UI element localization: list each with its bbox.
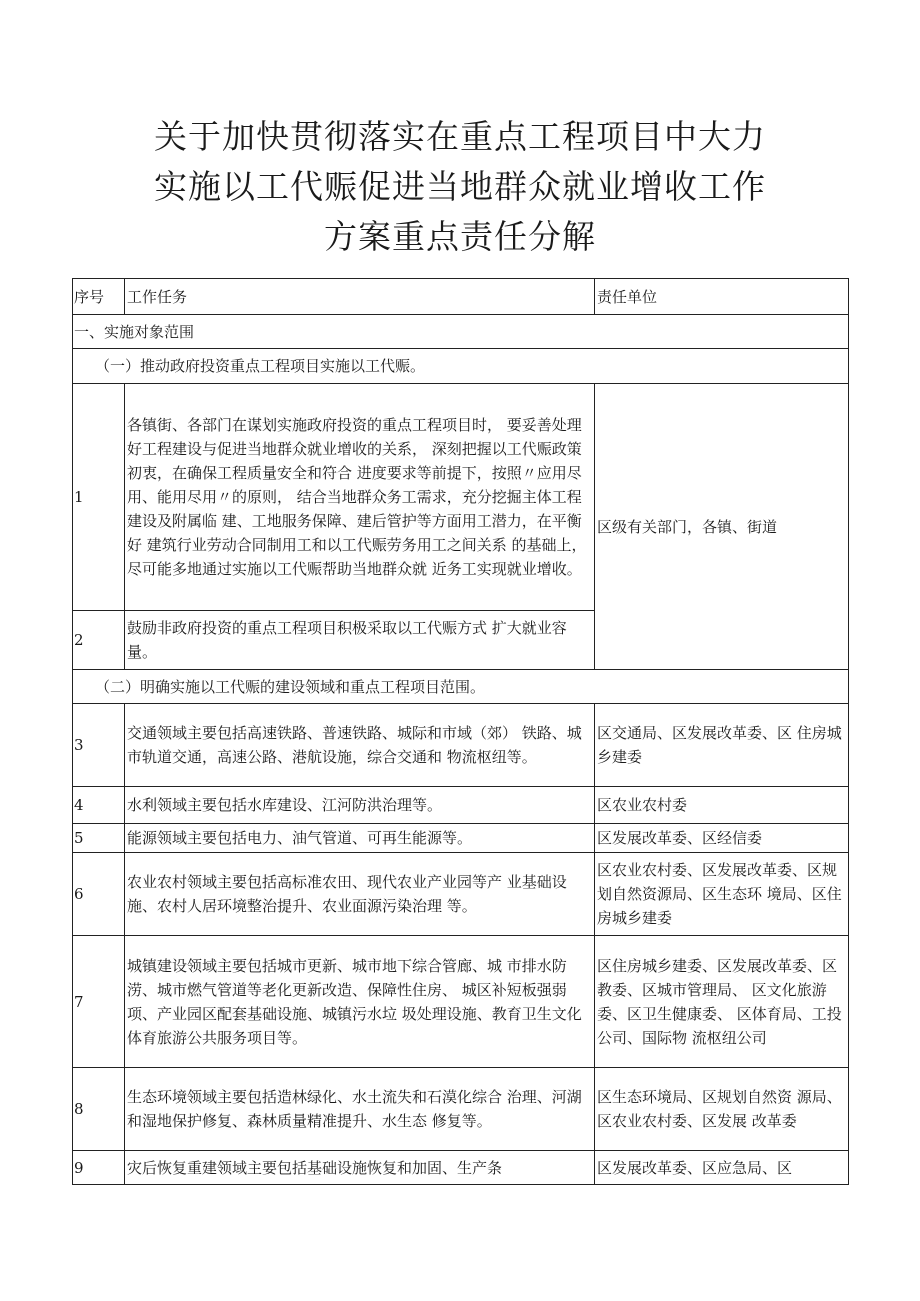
section-row [73,315,849,349]
row-number: 3 [73,704,125,787]
subsection-title: （一）推动政府投资重点工程项目实施以工代赈。 [73,349,849,384]
row-number: 1 [73,384,125,611]
table-row [73,936,849,1068]
table-header-row [73,279,849,315]
subsection-row [73,349,849,384]
row-task: 各镇街、各部门在谋划实施政府投资的重点工程项目时， 要妥善处理好工程建设与促进当地群众就业增收的关系， 深刻把握以工代赈政策初衷，在确保工程质量安全和符合 进度要求等前提下，按照〃应用尽用、能用尽用〃的原则， 结合当地群众务工需求，充分挖掘主体工程建设及附属临 建、工地服务保障、建后管护等方面用工潜力，在平衡好 建筑行业劳动合同制用工和以工代赈劳务用工之间关系 的基础上，尽可能多地通过实施以工代赈帮助当地群众就 近务工实现就业增收。 [125,384,595,611]
row-task: 生态环境领域主要包括造林绿化、水土流失和石漠化综合 治理、河湖和湿地保护修复、森林质量精准提升、水生态 修复等。 [125,1068,595,1151]
subsection-row [73,670,849,704]
row-task: 城镇建设领域主要包括城市更新、城市地下综合管廊、城 市排水防涝、城市燃气管道等老化更新改造、保障性住房、 城区补短板强弱项、产业园区配套基础设施、城镇污水垃 圾处理设施、教育卫生文化体育旅游公共服务项目等。 [125,936,595,1068]
table-row [73,824,849,853]
header-unit: 责任单位 [595,279,849,315]
subsection-title: （二）明确实施以工代赈的建设领域和重点工程项目范围。 [73,670,849,704]
row-unit: 区农业农村委、区发展改革委、区规划自然资源局、区生态环 境局、区住房城乡建委 [595,853,849,936]
row-task: 鼓励非政府投资的重点工程项目积极采取以工代赈方式 扩大就业容量。 [125,611,595,670]
table-row [73,704,849,787]
row-task: 交通领域主要包括高速铁路、普速铁路、城际和市域（郊） 铁路、城市轨道交通，高速公路、港航设施，综合交通和 物流枢纽等。 [125,704,595,787]
row-unit: 区级有关部门，各镇、街道 [595,384,849,670]
row-number: 4 [73,787,125,824]
table-row [73,787,849,824]
row-task: 灾后恢复重建领域主要包括基础设施恢复和加固、生产条 [125,1151,595,1185]
document-title [0,112,920,262]
row-task: 农业农村领域主要包括高标准农田、现代农业产业园等产 业基础设施、农村人居环境整治提升、农业面源污染治理 等。 [125,853,595,936]
row-unit: 区交通局、区发展改革委、区 住房城乡建委 [595,704,849,787]
row-number: 2 [73,611,125,670]
row-number: 8 [73,1068,125,1151]
table-row [73,1151,849,1185]
row-unit: 区住房城乡建委、区发展改革委、区教委、区城市管理局、 区文化旅游委、区卫生健康委、 区体育局、工投公司、国际物 流枢纽公司 [595,936,849,1068]
section-title: 一、实施对象范围 [73,315,849,349]
row-task: 能源领域主要包括电力、油气管道、可再生能源等。 [125,824,595,853]
title-line-1: 关于加快贯彻落实在重点工程项目中大力 [154,117,766,156]
title-line-3: 方案重点责任分解 [324,217,596,256]
row-number: 5 [73,824,125,853]
row-unit: 区发展改革委、区应急局、区 [595,1151,849,1185]
table-row [73,384,849,611]
row-number: 6 [73,853,125,936]
row-unit: 区生态环境局、区规划自然资 源局、区农业农村委、区发展 改革委 [595,1068,849,1151]
header-index: 序号 [73,279,125,315]
row-unit: 区发展改革委、区经信委 [595,824,849,853]
table-row [73,1068,849,1151]
row-unit: 区农业农村委 [595,787,849,824]
responsibility-table [72,278,849,1185]
row-number: 9 [73,1151,125,1185]
header-task: 工作任务 [125,279,595,315]
table-row [73,853,849,936]
title-line-2: 实施以工代赈促进当地群众就业增收工作 [154,167,766,206]
row-number: 7 [73,936,125,1068]
row-task: 水利领域主要包括水库建设、江河防洪治理等。 [125,787,595,824]
